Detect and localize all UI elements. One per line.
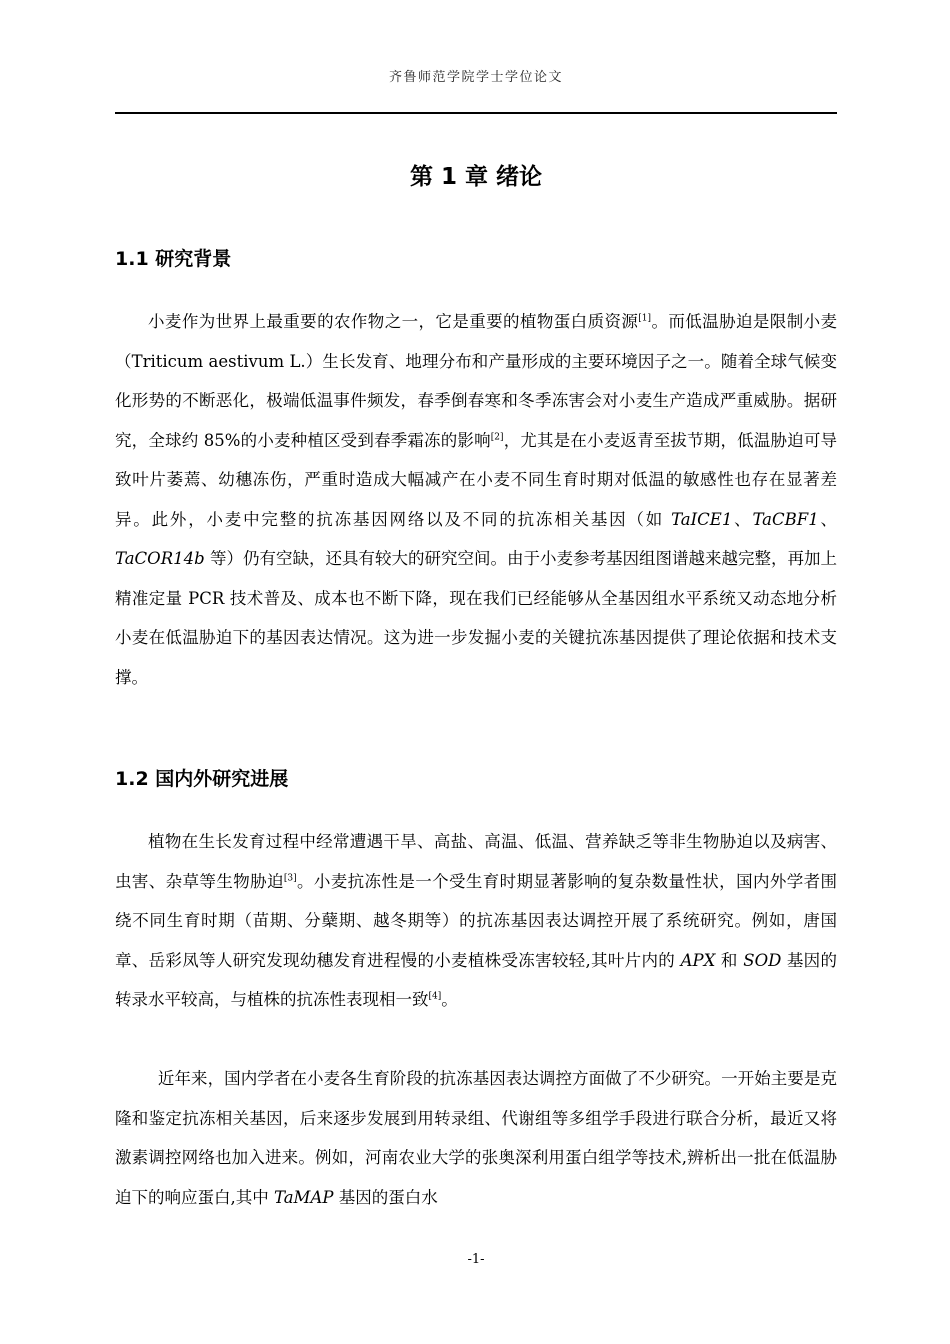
running-header: 齐鲁师范学院学士学位论文 — [388, 70, 563, 85]
text-run: 等）仍有空缺，还具有较大的研究空间。由于小麦参考基因组图谱越来越完整，再加上精准定量 PCR 技术普及、成本也不断下降，现在我们已经能够从全基因组水平系统又动态地分析小麦在低温胁迫下的基因表达情况。这为进一步发掘小麦的关键抗冻基因提供了理论依据和技术支撑。 — [115, 549, 837, 687]
text-run: 近年来，国内学者在小麦各生育阶段的抗冻基因表达调控方面做了不少研究。一开始主要是克隆和鉴定抗冻相关基因，后来逐步发展到用转录组、代谢组等多组学手段进行联合分析，最近又将激素调控网络也加入进来。例如，河南农业大学的张奥深利用蛋白组学等技术,辨析出一批在低温胁迫下的响应蛋白,其中 — [115, 1069, 837, 1207]
paragraph-progress-1 — [115, 822, 837, 1020]
text-run: ，尤其是在小麦返青至拔节期，低温胁迫可导致叶片萎蔫、幼穗冻伤，严重时造成大幅减产在小麦不同生育时期对低温的敏感性也存在显著差异。此外，小麦中完整的抗冻基因网络以及不同的抗冻相关基因（如 — [115, 430, 838, 529]
gene-name: TaICE1 — [671, 509, 733, 529]
gene-name: SOD — [743, 950, 782, 970]
citation-ref: [4] — [428, 991, 442, 1002]
page-number: -1- — [467, 1252, 485, 1267]
header-rule — [115, 112, 837, 114]
gene-name: TaCOR14b — [115, 549, 205, 568]
citation-ref: [3] — [283, 873, 297, 883]
text-run: 、 — [732, 509, 753, 529]
text-run: 基因的蛋白水 — [333, 1187, 438, 1207]
text-run: 植物在生长发育过程中经常遭遇干旱、高盐、高温、低温、营养缺乏等非生物胁迫以及病害、虫害、杂草等生物胁迫 — [115, 832, 837, 891]
paragraph-background — [115, 302, 837, 697]
gene-name: TaMAP — [274, 1187, 334, 1207]
text-run: 。 — [441, 990, 458, 1009]
citation-ref: [1] — [638, 313, 652, 324]
paragraph-progress-2 — [115, 1059, 837, 1217]
text-run: 小麦作为世界上最重要的农作物之一，它是重要的植物蛋白质资源 — [148, 312, 639, 331]
text-run: 、 — [818, 509, 838, 529]
text-run: 基因的转录水平较高，与植株的抗冻性表现相一致 — [115, 950, 837, 1009]
section-heading-1-1: 1.1 研究背景 — [115, 248, 232, 270]
text-run: 。而低温胁迫是限制小麦（Triticum aestivum L.）生长发育、地理分布和产量形成的主要环境因子之一。随着全球气候变化形势的不断恶化，极端低温事件频发，春季倒春寒和冬季冻害会对小麦生产造成严重威胁。据研究，全球约 85%的小麦种植区受到春季霜冻的影响 — [115, 312, 837, 450]
gene-name: APX — [680, 950, 716, 970]
text-run: 。小麦抗冻性是一个受生育时期显著影响的复杂数量性状，国内外学者围绕不同生育时期（苗期、分蘖期、越冬期等）的抗冻基因表达调控开展了系统研究。例如，唐国章、岳彩凤等人研究发现幼穗发育进程慢的小麦植株受冻害较轻,其叶片内的 — [115, 871, 838, 970]
gene-name: TaCBF1 — [752, 509, 819, 529]
text-run: 和 — [715, 950, 744, 970]
section-heading-1-2: 1.2 国内外研究进展 — [115, 768, 289, 790]
chapter-title: 第 1 章 绪论 — [409, 164, 543, 190]
citation-ref: [2] — [490, 432, 504, 442]
